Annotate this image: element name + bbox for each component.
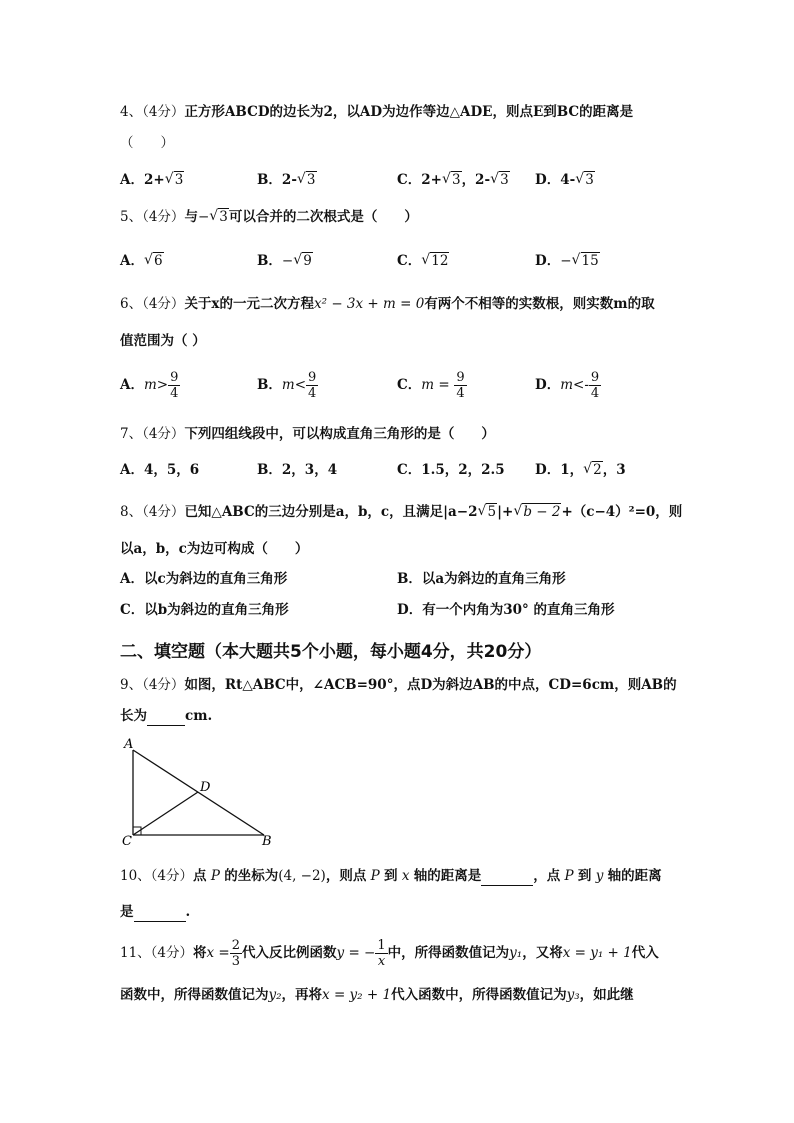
option-label: D． [535, 253, 561, 269]
q11-stem [120, 938, 659, 969]
q10-text: 的坐标为 [224, 868, 279, 884]
var-y: y [595, 868, 604, 884]
q9-stem-line2 [120, 706, 212, 726]
minus-sign: − [560, 253, 572, 269]
sqrt-symbol [297, 170, 317, 190]
q8-option-d[interactable]: D．有一个内角为30° 的直角三角形 [397, 602, 615, 618]
option-text: 2+ [143, 172, 165, 188]
section-heading: 二、填空题（本大题共5个小题，每小题4分，共20分） [120, 642, 542, 662]
q4-paren: （ ） [120, 135, 174, 151]
q4-option-a[interactable] [120, 170, 184, 190]
label-a: A [124, 737, 134, 752]
q8-number: 8、（4分） [120, 504, 185, 520]
radicand: 15 [581, 253, 599, 269]
q9-text: cm. [185, 708, 213, 724]
sqrt-symbol [209, 207, 229, 227]
math-expr: x = y₂ + 1 [322, 987, 392, 1003]
q10-text: ，点 [533, 868, 561, 884]
radicand: 3 [500, 172, 509, 188]
q7-option-d[interactable] [535, 460, 626, 480]
option-label: A． [120, 377, 144, 393]
numerator: 9 [590, 370, 600, 385]
q11-text: 函数中，所得函数值记为 [120, 987, 269, 1003]
sqrt-symbol [490, 170, 510, 190]
q10-number: 10、（4分） [120, 868, 194, 884]
sqrt-symbol [421, 251, 449, 271]
option-relation: m<- [560, 377, 589, 393]
q9-triangle-figure [118, 735, 288, 850]
denominator: 4 [590, 386, 600, 401]
math-expr: y₁ [509, 945, 523, 961]
q6-text: 有两个不相等的实数根，则实数m的取 [424, 296, 655, 312]
q5-option-b[interactable] [257, 251, 313, 271]
math-expr: y = − [336, 945, 376, 961]
option-text: ，2- [461, 172, 491, 188]
radicand: 5 [487, 504, 497, 520]
radicand: 3 [174, 172, 184, 188]
q8-stem [120, 502, 682, 522]
radicand: 6 [153, 253, 163, 269]
q4-text: 正方形ABCD的边长为2，以AD为边作等边△ADE，则点E到BC的距离是 [184, 104, 634, 120]
q4-option-d[interactable] [535, 170, 595, 190]
q7-option-a[interactable]: A．4，5，6 [120, 462, 200, 478]
q5-option-a[interactable] [120, 251, 164, 271]
option-label: B． [257, 172, 282, 188]
option-label: C． [397, 377, 422, 393]
fraction [168, 370, 180, 401]
q10-stem-line2 [120, 902, 190, 922]
denominator: 4 [308, 386, 317, 401]
option-text: D．1， [535, 462, 584, 478]
q10-text: 是 [120, 904, 134, 920]
var-p: P [564, 868, 574, 884]
q8-option-b[interactable]: B．以a为斜边的直角三角形 [397, 571, 566, 587]
math-expr: x = y₁ + 1 [562, 945, 632, 961]
numerator: 9 [456, 370, 465, 385]
q6-option-b[interactable] [257, 370, 318, 401]
minus-sign: − [197, 209, 210, 225]
q5-text: 与 [184, 209, 198, 225]
q11-text: 将 [193, 945, 207, 961]
radicand: 12 [431, 253, 449, 269]
q4-number: 4、（4分） [120, 104, 185, 120]
q10-text: . [185, 904, 191, 920]
q5-number: 5、（4分） [120, 209, 185, 225]
segment-cd [133, 792, 198, 835]
sqrt-symbol [477, 502, 497, 522]
q11-text: 代入 [631, 945, 659, 961]
option-label: B． [257, 253, 282, 269]
numerator: 2 [231, 938, 241, 953]
denominator: x [377, 954, 386, 969]
q8-text: +（c−4）²=0，则 [561, 504, 683, 520]
numerator: 1 [377, 938, 386, 953]
q9-text: 长为 [120, 708, 147, 724]
sqrt-symbol [513, 502, 561, 522]
sqrt-symbol [575, 170, 595, 190]
sqrt-symbol [144, 251, 164, 271]
minus-sign: − [281, 253, 294, 269]
q4-option-c[interactable] [397, 170, 510, 190]
q11-text: 代入反比例函数 [242, 945, 337, 961]
var-p: P [210, 868, 220, 884]
radicand: 2 [593, 462, 602, 478]
q8-option-c[interactable]: C．以b为斜边的直角三角形 [120, 602, 289, 618]
option-text: ，3 [602, 462, 626, 478]
radicand: 3 [306, 172, 316, 188]
denominator: 4 [170, 386, 179, 401]
radicand: b − 2 [523, 504, 561, 520]
fraction [589, 370, 601, 401]
q10-stem [120, 866, 662, 886]
q5-text: 可以合并的二次根式是（ ） [228, 209, 418, 225]
q7-number: 7、（4分） [120, 426, 185, 442]
q5-option-d[interactable] [535, 251, 600, 271]
option-label: A． [120, 172, 144, 188]
option-label: C． [397, 172, 422, 188]
radicand: 3 [585, 172, 594, 188]
q8-option-a[interactable]: A．以c为斜边的直角三角形 [120, 571, 288, 587]
q7-stem [120, 424, 495, 444]
q9-stem [120, 675, 677, 695]
math-expr: y₃ [566, 987, 580, 1003]
q10-text: 轴的距离是 [413, 868, 482, 884]
q7-option-c[interactable]: C．1.5，2，2.5 [397, 462, 505, 478]
option-relation: m> [143, 377, 169, 393]
fraction [454, 370, 466, 401]
sqrt-symbol [572, 251, 600, 271]
q6-option-d[interactable] [535, 370, 601, 401]
q8-text: |+ [497, 504, 514, 520]
numerator: 9 [308, 370, 317, 385]
q6-stem-line2: 值范围为（ ） [120, 333, 206, 349]
q4-option-b[interactable] [257, 170, 317, 190]
option-label: D． [535, 172, 561, 188]
answer-blank[interactable] [481, 885, 533, 886]
fraction [375, 938, 387, 969]
denominator: 4 [456, 386, 465, 401]
q6-equation: x² − 3x + m = 0 [314, 296, 425, 312]
q9-number: 9、（4分） [120, 677, 185, 693]
q11-number: 11、（4分） [120, 945, 194, 961]
option-relation: m< [281, 377, 307, 393]
q8-text: 已知△ABC的三边分别是a，b，c，且满足|a−2 [184, 504, 478, 520]
q11-text: ，又将 [522, 945, 563, 961]
var-p: P [370, 868, 380, 884]
option-text: 2+ [421, 172, 442, 188]
radicand: 3 [219, 209, 228, 225]
answer-blank[interactable] [134, 921, 186, 922]
q8-stem-line2: 以a，b，c为边可构成（ ） [120, 541, 309, 557]
option-relation: m = [421, 377, 450, 393]
q4-stem [120, 102, 633, 122]
label-d: D [200, 780, 211, 795]
option-text: 4- [560, 172, 576, 188]
fraction [230, 938, 242, 969]
option-label: B． [257, 377, 282, 393]
answer-blank[interactable] [147, 725, 185, 726]
option-label: C． [397, 253, 422, 269]
q11-text: ，如此继 [579, 987, 634, 1003]
math-expr: y₂ [268, 987, 282, 1003]
q11-text: 代入函数中，所得函数值记为 [391, 987, 567, 1003]
q10-text: 到 [384, 868, 398, 884]
label-c: C [122, 834, 132, 849]
q10-text: 轴的距离 [607, 868, 662, 884]
q5-option-c[interactable] [397, 251, 449, 271]
q6-stem [120, 294, 655, 314]
numerator: 9 [170, 370, 179, 385]
q6-number: 6、（4分） [120, 296, 185, 312]
q11-text: 中，所得函数值记为 [387, 945, 510, 961]
q7-option-b[interactable]: B．2，3，4 [257, 462, 338, 478]
coordinate: (4, −2) [278, 868, 326, 884]
denominator: 3 [231, 954, 241, 969]
q9-text: 如图，Rt△ABC中，∠ACB=90°，点D为斜边AB的中点，CD=6cm，则AB的 [184, 677, 677, 693]
q6-option-a[interactable] [120, 370, 180, 401]
q7-text: 下列四组线段中，可以构成直角三角形的是（ ） [184, 426, 495, 442]
option-text: 2- [281, 172, 297, 188]
q11-text: ，再将 [281, 987, 323, 1003]
q10-text: 到 [577, 868, 592, 884]
sqrt-symbol [293, 251, 313, 271]
q10-text: ，则点 [325, 868, 367, 884]
sqrt-symbol [165, 170, 185, 190]
sqrt-symbol [442, 170, 462, 190]
q11-stem-line2 [120, 985, 634, 1005]
math-expr: x = [206, 945, 230, 961]
radicand: 3 [451, 172, 461, 188]
option-label: A． [120, 253, 144, 269]
var-x: x [401, 868, 410, 884]
q10-text: 点 [193, 868, 207, 884]
radicand: 9 [303, 253, 312, 269]
fraction [306, 370, 318, 401]
option-label: D． [535, 377, 561, 393]
label-b: B [262, 834, 272, 849]
q6-text: 关于x的一元二次方程 [184, 296, 314, 312]
q5-stem [120, 207, 418, 227]
sqrt-symbol [583, 460, 603, 480]
q6-option-c[interactable] [397, 370, 467, 401]
